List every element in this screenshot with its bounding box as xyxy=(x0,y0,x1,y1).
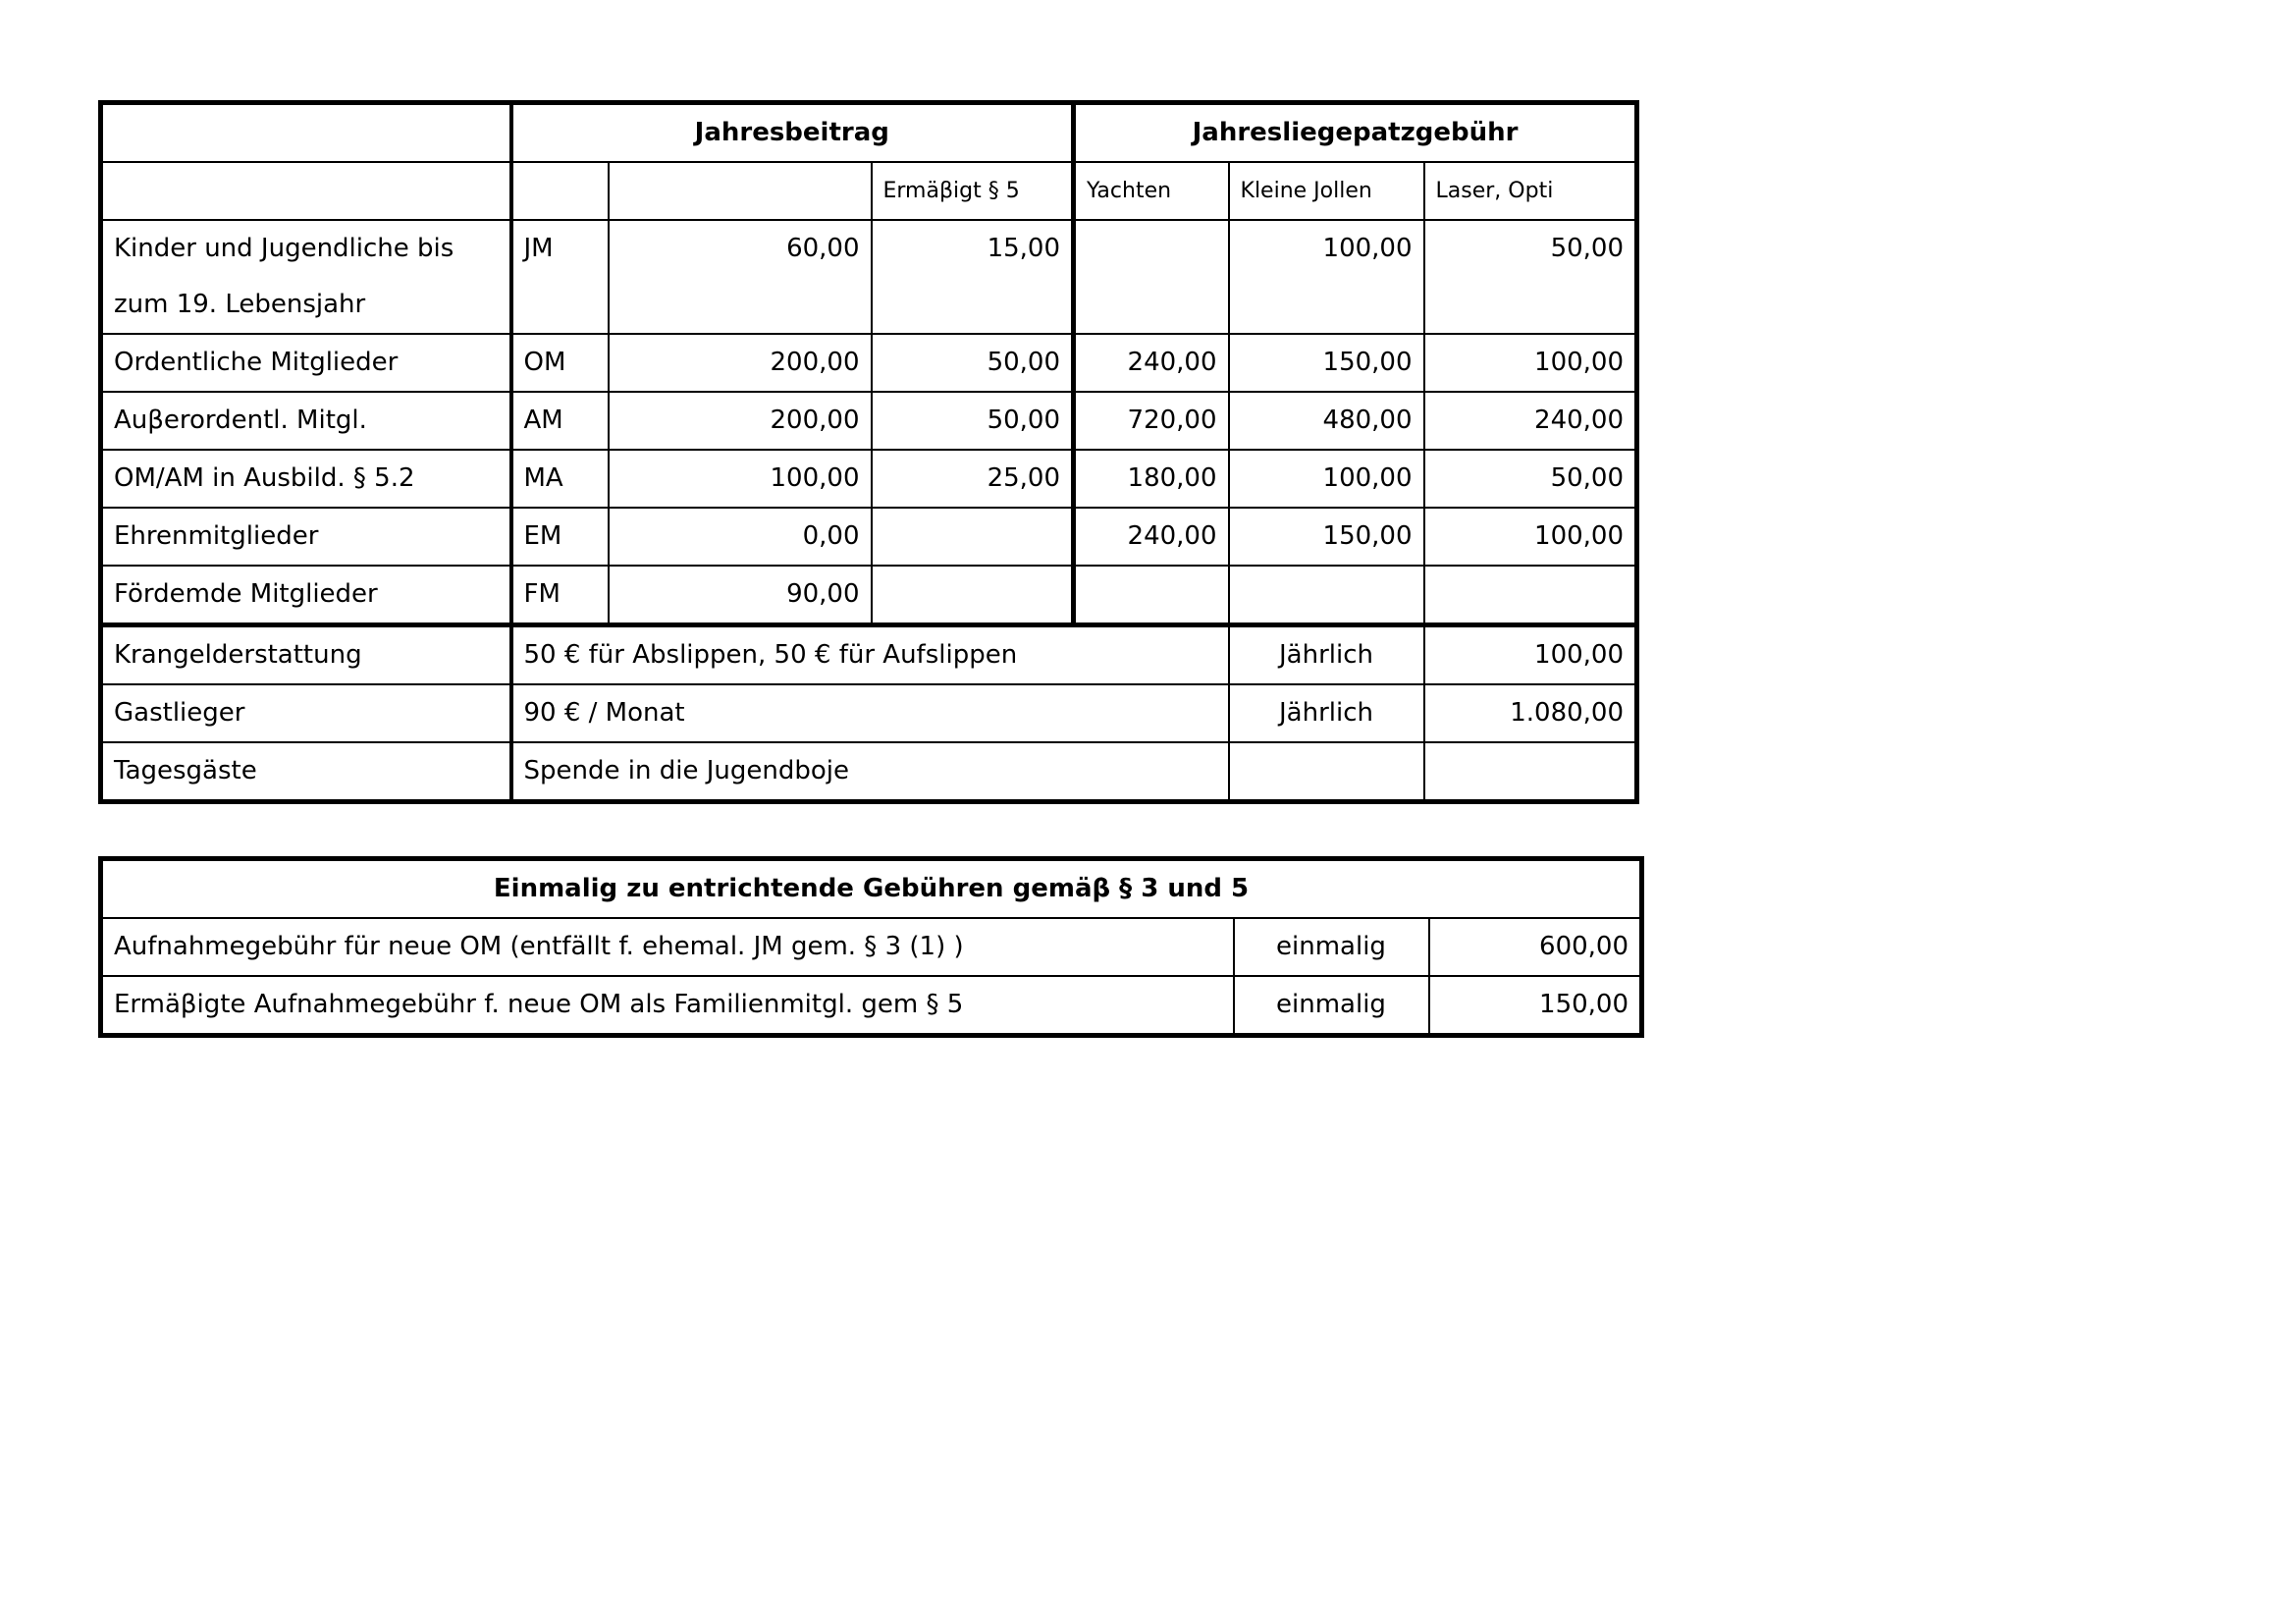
row-code: JM xyxy=(511,220,609,334)
row-label: OM/AM in Ausbild. § 5.2 xyxy=(101,450,511,508)
row-yachten: 240,00 xyxy=(1074,334,1229,392)
row-beitrag: 90,00 xyxy=(609,566,872,625)
header-row xyxy=(101,103,1637,163)
row-label: Ordentliche Mitglieder xyxy=(101,334,511,392)
row-yachten: 720,00 xyxy=(1074,392,1229,450)
once-amount: 600,00 xyxy=(1429,918,1642,976)
row-laser-opti: 50,00 xyxy=(1424,220,1637,334)
once-title-row xyxy=(101,859,1642,919)
row-ermaessigt xyxy=(872,566,1074,625)
row-beitrag: 60,00 xyxy=(609,220,872,334)
extra-amount: 1.080,00 xyxy=(1424,684,1637,742)
row-beitrag: 200,00 xyxy=(609,392,872,450)
header-jahresbeitrag: Jahresbeitrag xyxy=(511,103,1074,163)
row-code: MA xyxy=(511,450,609,508)
subheader-kleine-jollen: Kleine Jollen xyxy=(1229,162,1424,220)
table-row xyxy=(101,976,1642,1036)
row-yachten xyxy=(1074,566,1229,625)
once-label: Ermäβigte Aufnahmegebühr f. neue OM als Familienmitgl. gem § 5 xyxy=(101,976,1234,1036)
table-row xyxy=(101,220,1637,334)
row-beitrag: 100,00 xyxy=(609,450,872,508)
table-row xyxy=(101,508,1637,566)
row-code: AM xyxy=(511,392,609,450)
extra-label: Krangelderstattung xyxy=(101,625,511,685)
one-time-fees-table xyxy=(98,856,1644,1038)
row-code: FM xyxy=(511,566,609,625)
row-kleine-jollen: 480,00 xyxy=(1229,392,1424,450)
table-row xyxy=(101,450,1637,508)
once-period: einmalig xyxy=(1234,976,1429,1036)
extra-text: Spende in die Jugendboje xyxy=(511,742,1229,802)
subheader-yachten: Yachten xyxy=(1074,162,1229,220)
once-amount: 150,00 xyxy=(1429,976,1642,1036)
table-row xyxy=(101,392,1637,450)
row-laser-opti: 100,00 xyxy=(1424,334,1637,392)
row-label: Auβerordentl. Mitgl. xyxy=(101,392,511,450)
extra-period xyxy=(1229,742,1424,802)
row-ermaessigt: 25,00 xyxy=(872,450,1074,508)
table-row xyxy=(101,918,1642,976)
table-row xyxy=(101,334,1637,392)
row-label: Kinder und Jugendliche bis zum 19. Lebensjahr xyxy=(101,220,511,334)
extra-row xyxy=(101,625,1637,685)
table-row xyxy=(101,566,1637,625)
row-code: EM xyxy=(511,508,609,566)
row-kleine-jollen xyxy=(1229,566,1424,625)
extra-amount xyxy=(1424,742,1637,802)
extra-row xyxy=(101,742,1637,802)
extra-period: Jährlich xyxy=(1229,625,1424,685)
row-beitrag: 0,00 xyxy=(609,508,872,566)
row-kleine-jollen: 150,00 xyxy=(1229,334,1424,392)
row-code: OM xyxy=(511,334,609,392)
corner-cell xyxy=(101,103,511,163)
row-label: Ehrenmitglieder xyxy=(101,508,511,566)
fees-table xyxy=(98,100,1639,804)
row-ermaessigt: 15,00 xyxy=(872,220,1074,334)
subheader-ermaessigt: Ermäβigt § 5 xyxy=(872,162,1074,220)
subheader-laser-opti: Laser, Opti xyxy=(1424,162,1637,220)
extra-label: Gastlieger xyxy=(101,684,511,742)
row-kleine-jollen: 100,00 xyxy=(1229,220,1424,334)
row-yachten: 180,00 xyxy=(1074,450,1229,508)
row-laser-opti: 240,00 xyxy=(1424,392,1637,450)
row-label: Fördemde Mitglieder xyxy=(101,566,511,625)
extra-label: Tagesgäste xyxy=(101,742,511,802)
once-title: Einmalig zu entrichtende Gebühren gemäβ § 3 und 5 xyxy=(101,859,1642,919)
once-label: Aufnahmegebühr für neue OM (entfällt f. ehemal. JM gem. § 3 (1) ) xyxy=(101,918,1234,976)
row-laser-opti: 100,00 xyxy=(1424,508,1637,566)
subheader-row xyxy=(101,162,1637,220)
extra-period: Jährlich xyxy=(1229,684,1424,742)
extra-text: 50 € für Abslippen, 50 € für Aufslippen xyxy=(511,625,1229,685)
extra-amount: 100,00 xyxy=(1424,625,1637,685)
row-ermaessigt: 50,00 xyxy=(872,392,1074,450)
extra-row xyxy=(101,684,1637,742)
once-period: einmalig xyxy=(1234,918,1429,976)
row-laser-opti xyxy=(1424,566,1637,625)
row-ermaessigt xyxy=(872,508,1074,566)
header-liegeplatz: Jahresliegepatzgebühr xyxy=(1074,103,1637,163)
row-kleine-jollen: 100,00 xyxy=(1229,450,1424,508)
row-kleine-jollen: 150,00 xyxy=(1229,508,1424,566)
row-laser-opti: 50,00 xyxy=(1424,450,1637,508)
row-yachten: 240,00 xyxy=(1074,508,1229,566)
row-beitrag: 200,00 xyxy=(609,334,872,392)
row-ermaessigt: 50,00 xyxy=(872,334,1074,392)
row-yachten xyxy=(1074,220,1229,334)
extra-text: 90 € / Monat xyxy=(511,684,1229,742)
